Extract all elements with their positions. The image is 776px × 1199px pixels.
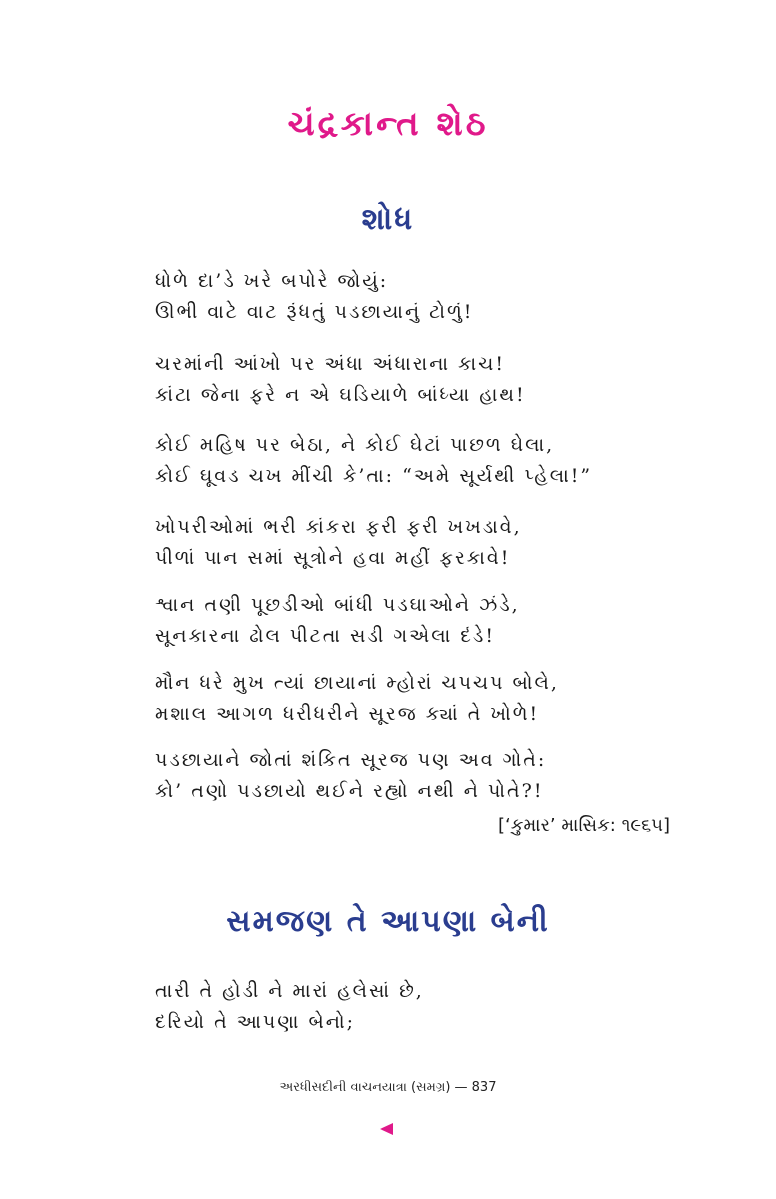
poem-line: સૂનકારના ઢોલ પીટતા સડી ગએલા દંડે! (155, 625, 495, 647)
poem-line: ખોપરીઓમાં ભરી કાંકરા ફરી ફરી ખખડાવે, (155, 516, 522, 538)
poem-line: કોઈ મહિષ પર બેઠા, ને કોઈ ઘેટાં પાછળ ઘેલા, (155, 434, 555, 456)
stanza (155, 668, 635, 730)
poem-line: ધોળે દા’ડે ખરે બપોરે જોયું: (155, 270, 389, 292)
stanza (155, 590, 635, 652)
poem-line: ચરમાંની આંખો પર અંધા અંધારાના કાચ! (155, 353, 505, 375)
poem-line: પડછાયાને જોતાં શંકિત સૂરજ પણ અવ ગોતે: (155, 749, 547, 771)
stanza (155, 349, 635, 411)
poem-title: શોધ (361, 202, 415, 237)
stanza (155, 266, 635, 328)
poem-line: પીળાં પાન સમાં સૂત્રોને હવા મહીં ફરકાવે! (155, 547, 511, 569)
poem-source: [‘કુમાર’ માસિક: ૧૯૬૫] (498, 815, 670, 836)
stanza (155, 976, 635, 1038)
poem-line: ઊભી વાટે વાટ રૂંધતું પડછાયાનું ટોળું! (155, 301, 474, 323)
stanza (155, 745, 635, 807)
stanza (155, 430, 635, 492)
poem-line: કો’ તણો પડછાયો થઈને રહ્યો નથી ને પોતે?! (155, 780, 544, 802)
poem-line: શ્વાન તણી પૂછડીઓ બાંધી પડઘાઓને ઝંડે, (155, 594, 520, 616)
page-footer: અરધીસદીની વાચનયાત્રા (સમગ્ર) — 837 (279, 1080, 497, 1095)
poem-line: કાંટા જેના ફરે ન એ ઘડિયાળે બાંધ્યા હાથ! (155, 384, 526, 406)
page-marker-triangle-icon (380, 1123, 393, 1135)
author-name: ચંદ્રકાન્ત શેઠ (287, 104, 489, 144)
stanza (155, 512, 635, 574)
poem-line: કોઈ ઘૂવડ ચખ મીંચી કે’તા: “અમે સૂર્યથી પ્હેલા!” (155, 465, 593, 487)
poem-line: દરિયો તે આપણા બેનો; (155, 1011, 356, 1033)
poem-line: તારી તે હોડી ને મારાં હલેસાં છે, (155, 980, 424, 1002)
poem-title: સમજણ તે આપણા બેની (226, 904, 550, 939)
poem-line: મૌન ધરે મુખ ત્યાં છાયાનાં મ્હોરાં ચપચપ બોલે, (155, 672, 559, 694)
poem-line: મશાલ આગળ ધરીધરીને સૂરજ ક્યાં તે ખોળે! (155, 703, 540, 725)
